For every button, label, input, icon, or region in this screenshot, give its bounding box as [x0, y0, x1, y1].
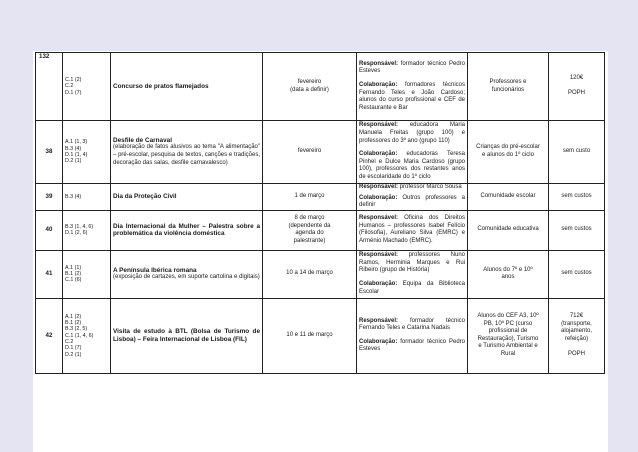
responsible-cell — [357, 184, 468, 211]
table-row — [36, 53, 605, 121]
public-line: Restauração), Turismo — [477, 335, 539, 342]
responsible-text: formador técnico Fernando Teles e Catarina Nadais — [359, 317, 465, 332]
activity-description: (elaboração de fatos alusivos ao tema "A alimentação" – pré-escolar, pesquisa de textos, canções e tradições, decoração das salas, desfile carnavalesco) — [113, 144, 260, 166]
table-row — [36, 298, 605, 373]
table-row — [36, 121, 605, 184]
collaboration-text: educadoras Teresa Pinhel e Dulce Maria Cardoso (grupo 100), professores dos restantes anos de escolaridade do 1º ciclo — [359, 151, 465, 180]
objective-code: D.2 (1) — [65, 158, 82, 165]
collaboration-text: formadores técnicos Fernando Teles e João Cardoso; alunos do curso profissional e CEF de Restaurante e Bar — [359, 81, 465, 111]
objective-code: B.1 (2) — [65, 320, 82, 327]
responsible-block — [359, 184, 465, 192]
activity-date — [263, 184, 357, 211]
funding-line: POPH — [567, 90, 585, 96]
date-line: 10 a 14 de março — [286, 270, 333, 277]
funding-line: POPH — [567, 350, 585, 357]
date-line: agenda do — [295, 230, 324, 237]
public-line: PB, 10º PC (curso — [483, 320, 533, 327]
activity-number: 38 — [36, 121, 63, 184]
collaboration-block — [359, 195, 465, 210]
funding-cell — [549, 121, 605, 184]
target-public — [468, 53, 549, 121]
responsible-block — [359, 122, 465, 145]
document-page — [33, 51, 608, 452]
target-public — [468, 250, 549, 298]
activity-title: Desfile de Carnaval — [113, 136, 172, 144]
activity-date — [263, 250, 357, 298]
responsible-cell — [357, 53, 468, 121]
date-line: fevereiro — [297, 148, 322, 155]
objective-codes — [63, 210, 111, 250]
objective-code: D.1 (1, 4) — [65, 152, 88, 158]
date-line: 10 e 11 de março — [286, 331, 333, 338]
objective-code: A.1 (2) — [65, 313, 82, 320]
activity-number: 132 — [36, 53, 63, 121]
collaboration-block — [359, 339, 465, 354]
public-line: e Turismo Ambiental e — [478, 343, 538, 350]
objective-code: C.1 (2) — [65, 77, 82, 84]
responsible-cell — [357, 298, 468, 373]
date-line: (dependente da — [288, 222, 331, 229]
public-line: Comunidade educativa — [477, 226, 539, 233]
table-row — [36, 250, 605, 298]
public-line: Comunidade escolar — [480, 193, 536, 200]
funding-line: sem custo — [562, 148, 591, 155]
objective-code: C.2 — [65, 338, 74, 345]
objective-code: B.1 (2) — [65, 271, 82, 278]
table-row — [36, 184, 605, 211]
activity-number: 39 — [36, 184, 63, 211]
responsible-cell — [357, 121, 468, 184]
objective-code: C.1 (6) — [65, 277, 82, 284]
objective-codes — [63, 121, 111, 184]
target-public — [468, 210, 549, 250]
responsible-text: Oficina dos Direitos Humanos – professores Isabel Felício (Filosofia), Aureliano Silva (EMRC) e Arménio Machado (EMRC). — [359, 215, 465, 244]
funding-line: 120€ — [569, 75, 584, 82]
objective-code: C.1 (1, 4, 6) — [65, 332, 94, 339]
date-line: fevereiro — [297, 78, 322, 85]
activity-title: Dia Internacional da Mulher – Palestra sobre a problemática da violência doméstica — [113, 222, 260, 238]
collaboration-text: Equipa da Biblioteca Escolar — [359, 281, 465, 295]
responsible-label: Responsável: — [359, 184, 399, 190]
public-line: e alunos do 1º ciclo — [482, 152, 534, 158]
responsible-block — [359, 215, 465, 245]
collaboration-text: Outros professores a definir — [359, 194, 465, 209]
target-public — [468, 184, 549, 211]
responsible-label: Responsável: — [359, 317, 399, 324]
activity-number: 41 — [36, 250, 63, 298]
responsible-cell — [357, 250, 468, 298]
target-public — [468, 298, 549, 373]
date-line: palestrante) — [293, 237, 326, 244]
activity-date — [263, 121, 357, 184]
responsible-cell — [357, 210, 468, 250]
objective-code: D.2 (1) — [65, 351, 82, 358]
funding-cell — [549, 184, 605, 211]
objective-codes — [63, 298, 111, 373]
public-line: funcionários — [491, 86, 525, 93]
responsible-label: Responsável: — [359, 122, 399, 129]
activity-cell — [111, 121, 263, 184]
objective-codes — [63, 53, 111, 121]
public-line: profissional de — [488, 328, 528, 335]
activity-title: Visita de estudo à BTL (Bolsa de Turismo de Lisboa) – Feira Internacional de Lisboa (FIL) — [113, 328, 260, 343]
responsible-block — [359, 61, 465, 76]
public-line: Rural — [500, 350, 516, 357]
date-line: 8 de março — [294, 215, 325, 222]
funding-cell — [549, 250, 605, 298]
activity-cell — [111, 210, 263, 250]
funding-line: sem custos — [561, 226, 592, 233]
collaboration-block — [359, 151, 465, 181]
funding-line — [551, 83, 602, 90]
responsible-text: formador técnico Pedro Esteves — [359, 60, 465, 75]
public-line: Professores e — [489, 78, 527, 85]
activity-number: 42 — [36, 298, 63, 373]
activity-title: Concurso de pratos flamejados — [113, 82, 209, 90]
activity-date — [263, 298, 357, 373]
funding-cell — [549, 210, 605, 250]
activity-description: (exposição de cartazes, em suporte cartolina e digitais) — [113, 274, 260, 281]
responsible-text: professores Nuno Ramos, Herminia Marques e Rui Ribeiro (grupo de História) — [359, 252, 465, 274]
responsible-text: educadora Maria Manuela Freitas (grupo 100) e professores do 3º ano (grupo 110) — [359, 122, 465, 144]
funding-line: sem custos — [561, 193, 592, 200]
collaboration-block — [359, 82, 465, 112]
date-line: (data a definir) — [290, 86, 329, 93]
objective-codes — [63, 184, 111, 211]
responsible-label: Responsável: — [359, 252, 399, 259]
funding-line: 712€ — [569, 313, 584, 320]
objective-code: D.1 (7) — [65, 345, 82, 352]
collaboration-label: Colaboração: — [359, 194, 398, 201]
collaboration-label: Colaboração: — [359, 81, 398, 88]
objective-code: A.1 (1, 3) — [65, 139, 88, 146]
public-line: Alunos do CEF A3, 10º — [477, 313, 539, 319]
objective-code: A.1 (1) — [65, 264, 82, 271]
activity-cell — [111, 184, 263, 211]
funding-line: (transporte, — [561, 320, 592, 327]
activity-number: 40 — [36, 210, 63, 250]
responsible-text: professor Marco Sousa — [398, 184, 462, 190]
collaboration-text: formador técnico Pedro Esteves — [359, 338, 465, 353]
activity-title: A Península Ibérica romana — [113, 266, 197, 274]
responsible-label: Responsável: — [359, 60, 399, 67]
objective-code: B.3 (1, 4, 6) — [65, 223, 94, 230]
collaboration-block — [359, 281, 465, 296]
objective-code: D.1 (7) — [65, 89, 82, 96]
funding-cell — [549, 53, 605, 121]
funding-line — [551, 344, 602, 351]
objective-code: D.1 (2, 6) — [65, 230, 88, 237]
target-public — [468, 121, 549, 184]
public-line: Crianças do pré-escolar — [476, 144, 540, 151]
funding-line: alojamento, — [560, 328, 593, 335]
date-line: 1 de março — [294, 193, 325, 200]
activity-plan-table — [35, 52, 605, 374]
activity-cell — [111, 53, 263, 121]
funding-line: sem custos — [561, 270, 592, 277]
activity-cell — [111, 298, 263, 373]
collaboration-label: Colaboração: — [359, 151, 398, 158]
objective-code: C.2 — [65, 83, 74, 90]
activity-date — [263, 53, 357, 121]
objective-code: B.3 (2, 5) — [65, 326, 88, 333]
public-line: Alunos do 7º e 10º — [483, 266, 533, 273]
activity-date — [263, 210, 357, 250]
public-line: anos — [501, 274, 515, 281]
funding-cell — [549, 298, 605, 373]
responsible-block — [359, 252, 465, 275]
activity-title: Dia da Proteção Civil — [113, 193, 177, 201]
collaboration-label: Colaboração: — [359, 281, 398, 288]
objective-code: B.3 (4) — [65, 193, 82, 200]
table-row — [36, 210, 605, 250]
activity-cell — [111, 250, 263, 298]
funding-line: refeição) — [564, 336, 589, 343]
responsible-label: Responsável: — [359, 215, 399, 222]
responsible-block — [359, 318, 465, 333]
objective-code: B.3 (4) — [65, 145, 82, 152]
collaboration-label: Colaboração: — [359, 338, 398, 345]
objective-codes — [63, 250, 111, 298]
